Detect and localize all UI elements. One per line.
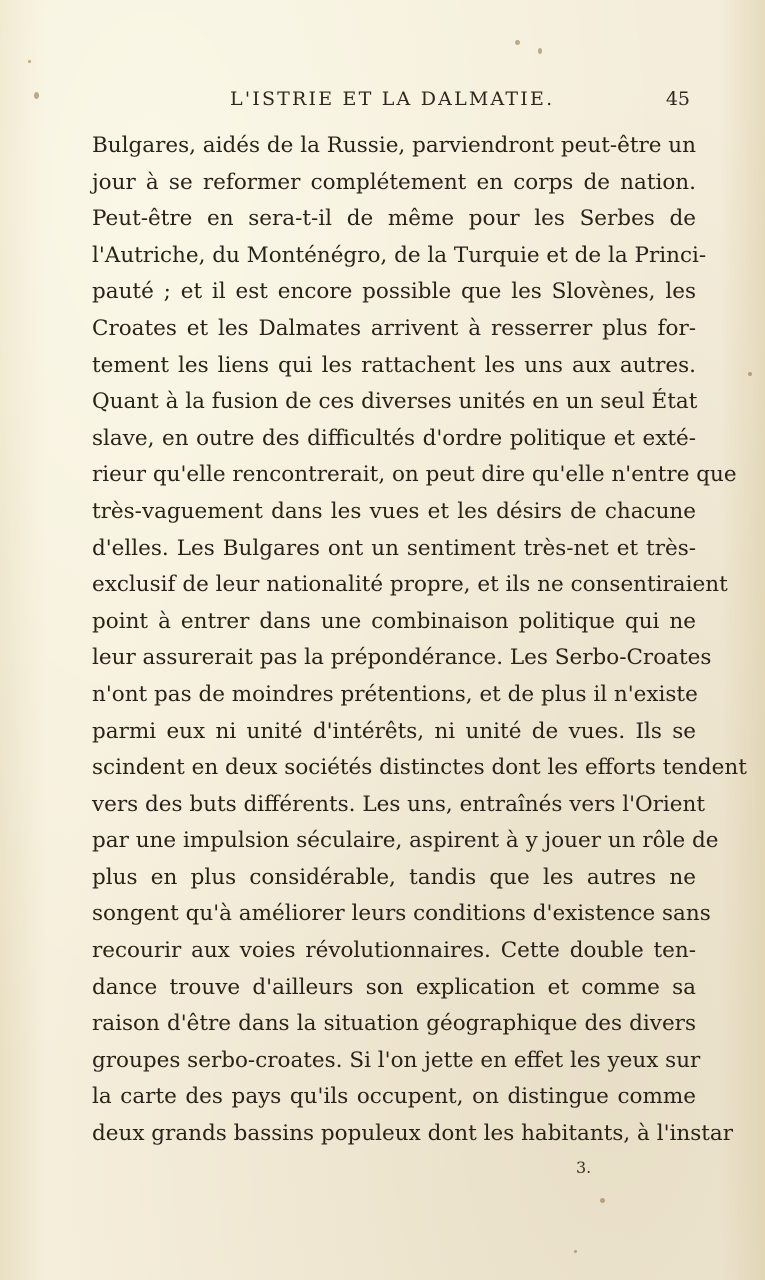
text-line: parmi eux ni unité d'intérêts, ni unité de vues. Ils se [92, 718, 696, 744]
paper-speck [28, 60, 31, 63]
text-line: jour à se reformer complétement en corps de nation. [92, 169, 696, 195]
text-line: plus en plus considérable, tandis que les autres ne [92, 864, 696, 890]
text-line: la carte des pays qu'ils occupent, on distingue comme [92, 1084, 696, 1110]
text-line: deux grands bassins populeux dont les habitants, à l'instar [92, 1121, 733, 1147]
text-line: très-vaguement dans les vues et les désirs de chacune [92, 498, 696, 524]
running-title: L'ISTRIE ET LA DALMATIE. [230, 88, 555, 110]
page-header [92, 88, 696, 116]
text-line: slave, en outre des difficultés d'ordre politique et exté- [92, 425, 696, 451]
paper-speck [748, 372, 752, 376]
text-line: vers des buts différents. Les uns, entraînés vers l'Orient [92, 791, 705, 817]
paper-speck [34, 92, 39, 99]
body-text [92, 128, 747, 1153]
text-line: pauté ; et il est encore possible que les Slovènes, les [92, 279, 696, 305]
text-line: n'ont pas de moindres prétentions, et de plus il n'existe [92, 681, 698, 707]
text-line: rieur qu'elle rencontrerait, on peut dire qu'elle n'entre que [92, 462, 737, 488]
text-line: l'Autriche, du Monténégro, de la Turquie et de la Princi- [92, 242, 707, 268]
text-line: Croates et les Dalmates arrivent à resserrer plus for- [92, 315, 696, 341]
text-line: songent qu'à améliorer leurs conditions d'existence sans [92, 901, 711, 927]
text-line: raison d'être dans la situation géographique des divers [92, 1011, 696, 1037]
text-line: Peut-être en sera-t-il de même pour les Serbes de [92, 206, 696, 232]
paper-speck [538, 48, 542, 54]
paper-speck [574, 1250, 577, 1253]
paper-speck [600, 1198, 605, 1203]
text-line: tement les liens qui les rattachent les uns aux autres. [92, 352, 696, 378]
page-number: 45 [665, 88, 690, 110]
text-line: exclusif de leur nationalité propre, et ils ne consentiraient [92, 572, 728, 598]
text-line: scindent en deux sociétés distinctes dont les efforts tendent [92, 755, 747, 781]
text-line: par une impulsion séculaire, aspirent à y jouer un rôle de [92, 828, 719, 854]
text-line: recourir aux voies révolutionnaires. Cette double ten- [92, 938, 696, 964]
paper-speck [515, 40, 520, 45]
text-line: Bulgares, aidés de la Russie, parviendront peut-être un [92, 133, 696, 158]
text-line: point à entrer dans une combinaison politique qui ne [92, 608, 696, 634]
text-line: dance trouve d'ailleurs son explication et comme sa [92, 974, 696, 1000]
signature-mark: 3. [576, 1158, 592, 1177]
text-line: d'elles. Les Bulgares ont un sentiment très-net et très- [92, 535, 696, 561]
text-line: groupes serbo-croates. Si l'on jette en effet les yeux sur [92, 1047, 701, 1073]
text-line: leur assurerait pas la prépondérance. Les Serbo-Croates [92, 645, 712, 671]
text-line: Quant à la fusion de ces diverses unités en un seul État [92, 389, 698, 415]
